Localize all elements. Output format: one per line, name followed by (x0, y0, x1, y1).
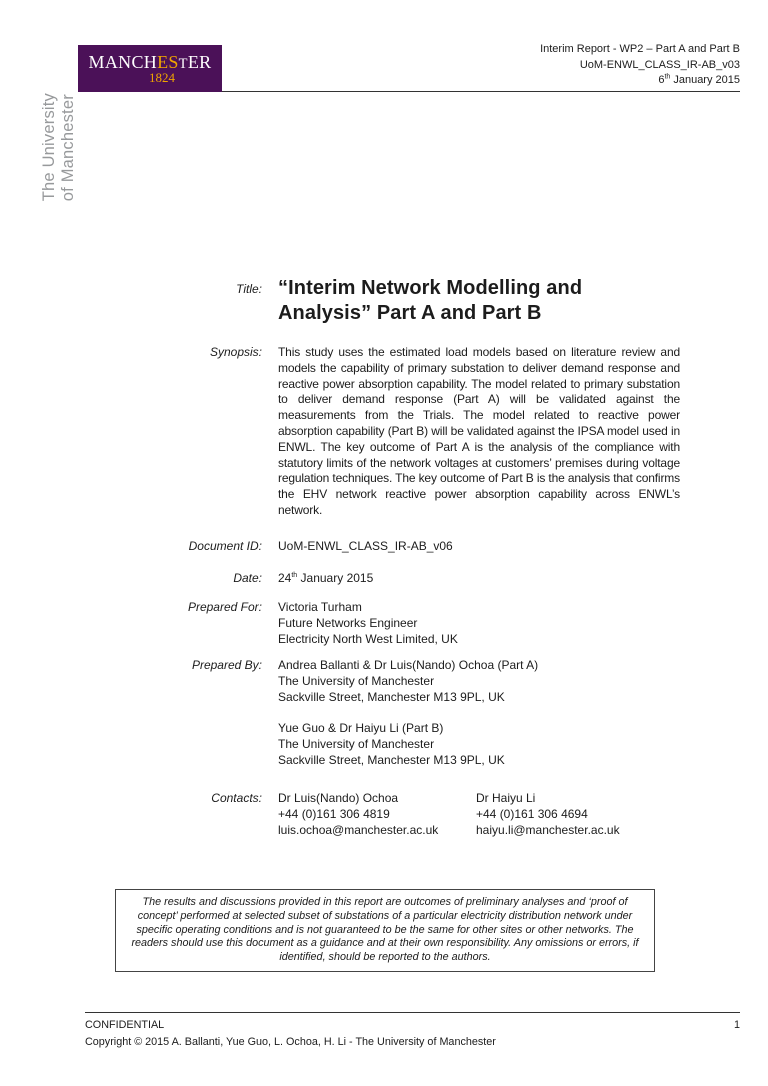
vertical-wordmark-line1: The University (40, 93, 58, 202)
contact-name: Dr Haiyu Li (476, 791, 536, 805)
page-number: 1 (733, 1019, 740, 1031)
prepared-for-row (85, 600, 681, 647)
contact-phone: +44 (0)161 306 4694 (476, 806, 588, 821)
footer-rule (85, 1012, 740, 1013)
disclaimer-box (115, 889, 655, 972)
university-vertical-wordmark (40, 93, 78, 201)
prepared-for-role: Future Networks Engineer (278, 615, 418, 630)
prepared-for-label: Prepared For: (187, 600, 262, 614)
header-docid-line: UoM-ENWL_CLASS_IR-AB_v03 (579, 58, 740, 71)
logo-year: 1824 (149, 70, 175, 85)
document-title: “Interim Network Modelling and Analysis” Part A and Part B (278, 277, 583, 324)
prepared-by-org: The University of Manchester (278, 736, 435, 751)
title-label: Title: (236, 282, 262, 296)
date-row (85, 571, 681, 587)
prepared-by-row (85, 658, 681, 769)
contacts-value (278, 791, 680, 838)
prepared-by-label: Prepared By: (191, 658, 262, 672)
manchester-logo (78, 45, 222, 92)
prepared-by-block-a (278, 658, 680, 705)
copyright-text: Copyright © 2015 A. Ballanti, Yue Guo, L. Ochoa, H. Li - The University of Manchester (85, 1036, 496, 1048)
prepared-for-value (278, 600, 680, 647)
contacts-label: Contacts: (211, 791, 262, 805)
date-value: 24th January 2015 (278, 571, 374, 585)
synopsis-label: Synopsis: (209, 345, 262, 359)
document-id-label: Document ID: (188, 539, 262, 553)
contact-li (476, 791, 620, 838)
contact-phone: +44 (0)161 306 4819 (278, 806, 390, 821)
prepared-by-address: Sackville Street, Manchester M13 9PL, UK (278, 752, 505, 767)
prepared-by-address: Sackville Street, Manchester M13 9PL, UK (278, 689, 505, 704)
contact-ochoa (278, 791, 476, 838)
header-date-line: 6th January 2015 (658, 73, 740, 87)
confidential-label: CONFIDENTIAL (85, 1019, 165, 1031)
ordinal-superscript: th (291, 572, 298, 579)
document-id-row (85, 539, 681, 555)
prepared-by-authors: Andrea Ballanti & Dr Luis(Nando) Ochoa (Part A) (278, 658, 539, 672)
header-report-line: Interim Report - WP2 – Part A and Part B (540, 43, 740, 55)
synopsis-row (85, 345, 681, 519)
synopsis-text: This study uses the estimated load models based on literature review and models the capability of primary substation to deliver demand response and reactive power absorption capability. The model related to primary substation to deliver demand response (Part A) will be validated against the measurements from the Trials. The model related to reactive power absorption capability (Part B) will be validated against the IPSA model used in ENWL. The key outcome of Part A is the analysis of the compliance with statutory limits of the network voltages at customers’ premises during voltage regulation techniques. The key outcome of Part B is the analysis that confirms the EHV network reactive power absorption capability across ENWL’s network. (278, 345, 680, 517)
prepared-for-name: Victoria Turham (278, 600, 362, 614)
prepared-for-org: Electricity North West Limited, UK (278, 631, 458, 646)
contacts-row (85, 791, 681, 838)
contact-email: luis.ochoa@manchester.ac.uk (278, 822, 439, 837)
prepared-by-block-b (278, 721, 680, 768)
prepared-by-org: The University of Manchester (278, 673, 435, 688)
prepared-by-authors: Yue Guo & Dr Haiyu Li (Part B) (278, 721, 444, 736)
header-meta (540, 42, 740, 89)
ordinal-superscript: th (664, 73, 671, 81)
logo-wordmark: MANCHESTER (88, 52, 212, 72)
contact-name: Dr Luis(Nando) Ochoa (278, 791, 399, 805)
title-row (85, 276, 681, 326)
date-label: Date: (233, 571, 262, 585)
contact-email: haiyu.li@manchester.ac.uk (476, 822, 620, 837)
disclaimer-text: The results and discussions provided in this report are outcomes of preliminary analyses and ‘proof of concept’ performed at selected subset of substations of a particular electricity distribution network under specific operating conditions and is not guaranteed to be the same for other sites or other networks. The readers should use this document as a guidance and at their own responsibility. Any omissions or errors, if identified, should be reported to the authors. (131, 896, 639, 964)
document-id-value: UoM-ENWL_CLASS_IR-AB_v06 (278, 539, 453, 553)
prepared-by-value (278, 658, 680, 769)
vertical-wordmark-line2: of Manchester (59, 94, 77, 202)
